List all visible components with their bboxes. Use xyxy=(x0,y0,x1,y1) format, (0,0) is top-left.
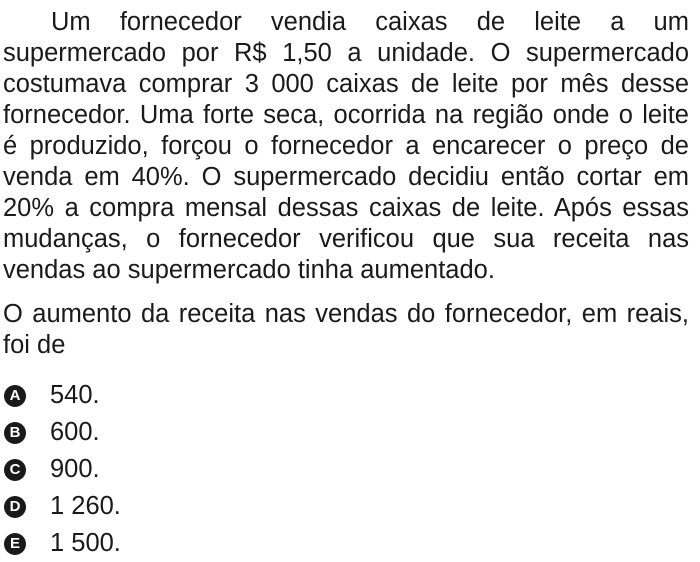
option-letter-c-badge: C xyxy=(4,459,26,481)
question-prompt-paragraph: O aumento da receita nas vendas do fornecedor, em reais, foi de xyxy=(3,300,689,359)
option-letter-e-badge: E xyxy=(4,533,26,555)
option-text-d: 1 260. xyxy=(50,492,121,520)
answer-options-list xyxy=(3,377,689,562)
answer-option-d[interactable] xyxy=(3,488,689,525)
option-text-b: 600. xyxy=(50,418,100,446)
answer-option-b[interactable] xyxy=(3,414,689,451)
question-context-paragraph: Um fornecedor vendia caixas de leite a um supermercado por R$ 1,50 a unidade. O supermercado costumava comprar 3 000 caixas de leite por mês desse fornecedor. Uma forte seca, ocorrida na região onde o leite é produzido, forçou o fornecedor a encarecer o preço de venda em 40%. O supermercado decidiu então cortar em 20% a compra mensal dessas caixas de leite. Após essas mudanças, o fornecedor verificou que sua receita nas vendas ao supermercado tinha aumentado. xyxy=(3,8,689,284)
option-letter-a-badge: A xyxy=(4,385,26,407)
option-text-c: 900. xyxy=(50,455,100,483)
answer-option-c[interactable] xyxy=(3,451,689,488)
option-letter-b-badge: B xyxy=(4,422,26,444)
answer-option-e[interactable] xyxy=(3,525,689,562)
option-text-a: 540. xyxy=(50,381,100,409)
option-letter-d-badge: D xyxy=(4,496,26,518)
question-stem xyxy=(3,7,689,361)
answer-option-a[interactable] xyxy=(3,377,689,414)
option-text-e: 1 500. xyxy=(50,529,121,557)
